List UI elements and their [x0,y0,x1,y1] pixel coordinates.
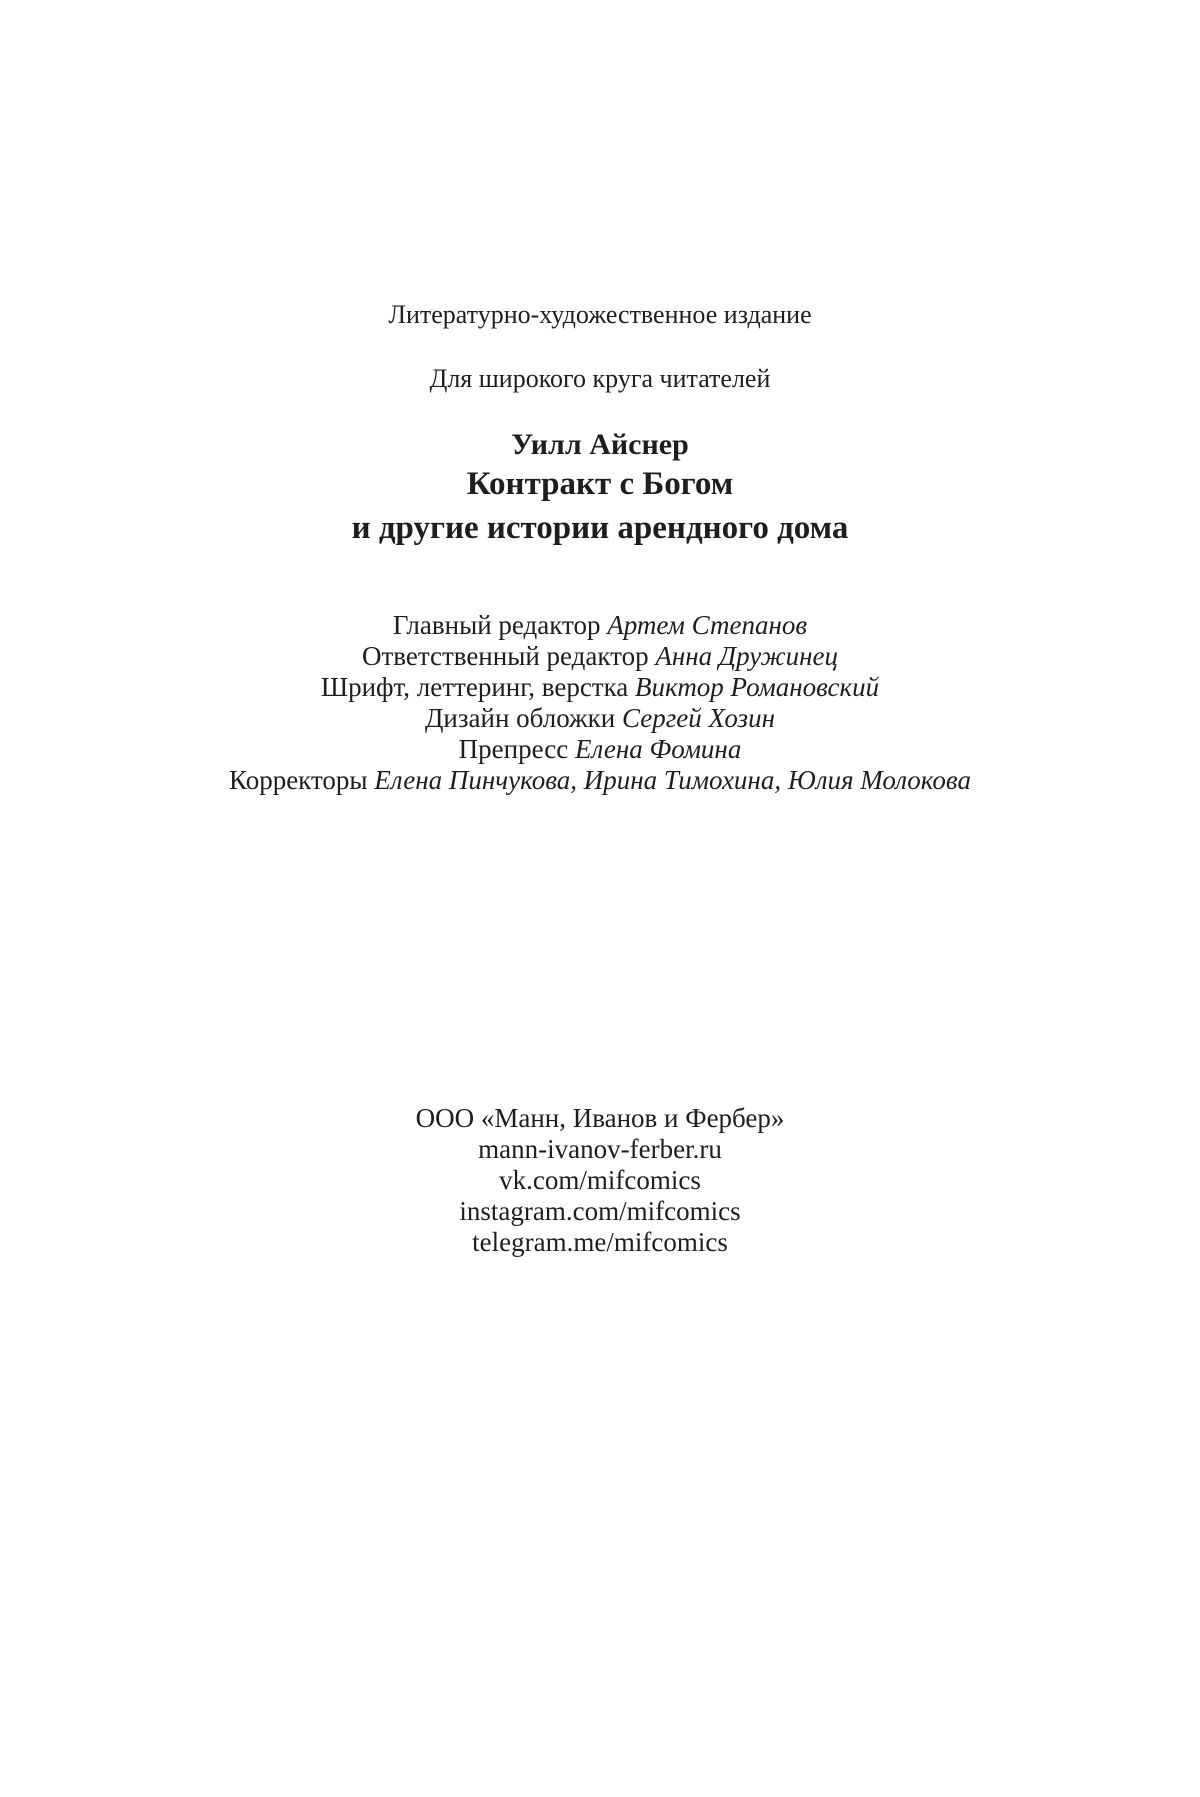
publisher-site-link[interactable]: mann-ivanov-ferber.ru [478,1134,722,1164]
credit-role: Препресс [458,734,569,764]
credit-person: Елена Фомина [574,734,742,764]
credit-person: Артем Степанов [607,610,808,640]
credit-line [0,672,1200,703]
publisher-name: ООО «Манн, Иванов и Фербер» [415,1103,785,1133]
credit-line [0,703,1200,734]
credit-person: Анна Дружинец [655,641,839,671]
credit-role: Корректоры [229,765,368,795]
credit-role: Дизайн обложки [425,703,616,733]
credit-line [0,641,1200,672]
book-title-line-1: Контракт с Богом [466,466,734,502]
audience-note: Для широкого круга читателей [429,364,771,393]
credit-person: Виктор Романовский [635,672,880,702]
publisher-vk-link[interactable]: vk.com/mifcomics [499,1165,701,1195]
credit-line [0,610,1200,641]
credit-role: Шрифт, леттеринг, верстка [320,672,629,702]
credit-person: Елена Пинчукова, Ирина Тимохина, Юлия Молокова [374,765,971,795]
credit-person: Сергей Хозин [622,703,775,733]
credit-role: Главный редактор [392,610,601,640]
credit-line [0,734,1200,765]
book-title-line-2: и другие истории арендного дома [351,510,849,546]
publisher-instagram-link[interactable]: instagram.com/mifcomics [459,1196,741,1226]
publisher-telegram-link[interactable]: telegram.me/mifcomics [472,1227,728,1257]
credit-line [0,765,1200,796]
credit-role: Ответственный редактор [361,641,649,671]
edition-type: Литературно-художественное издание [388,300,812,329]
book-author: Уилл Айснер [511,428,689,461]
